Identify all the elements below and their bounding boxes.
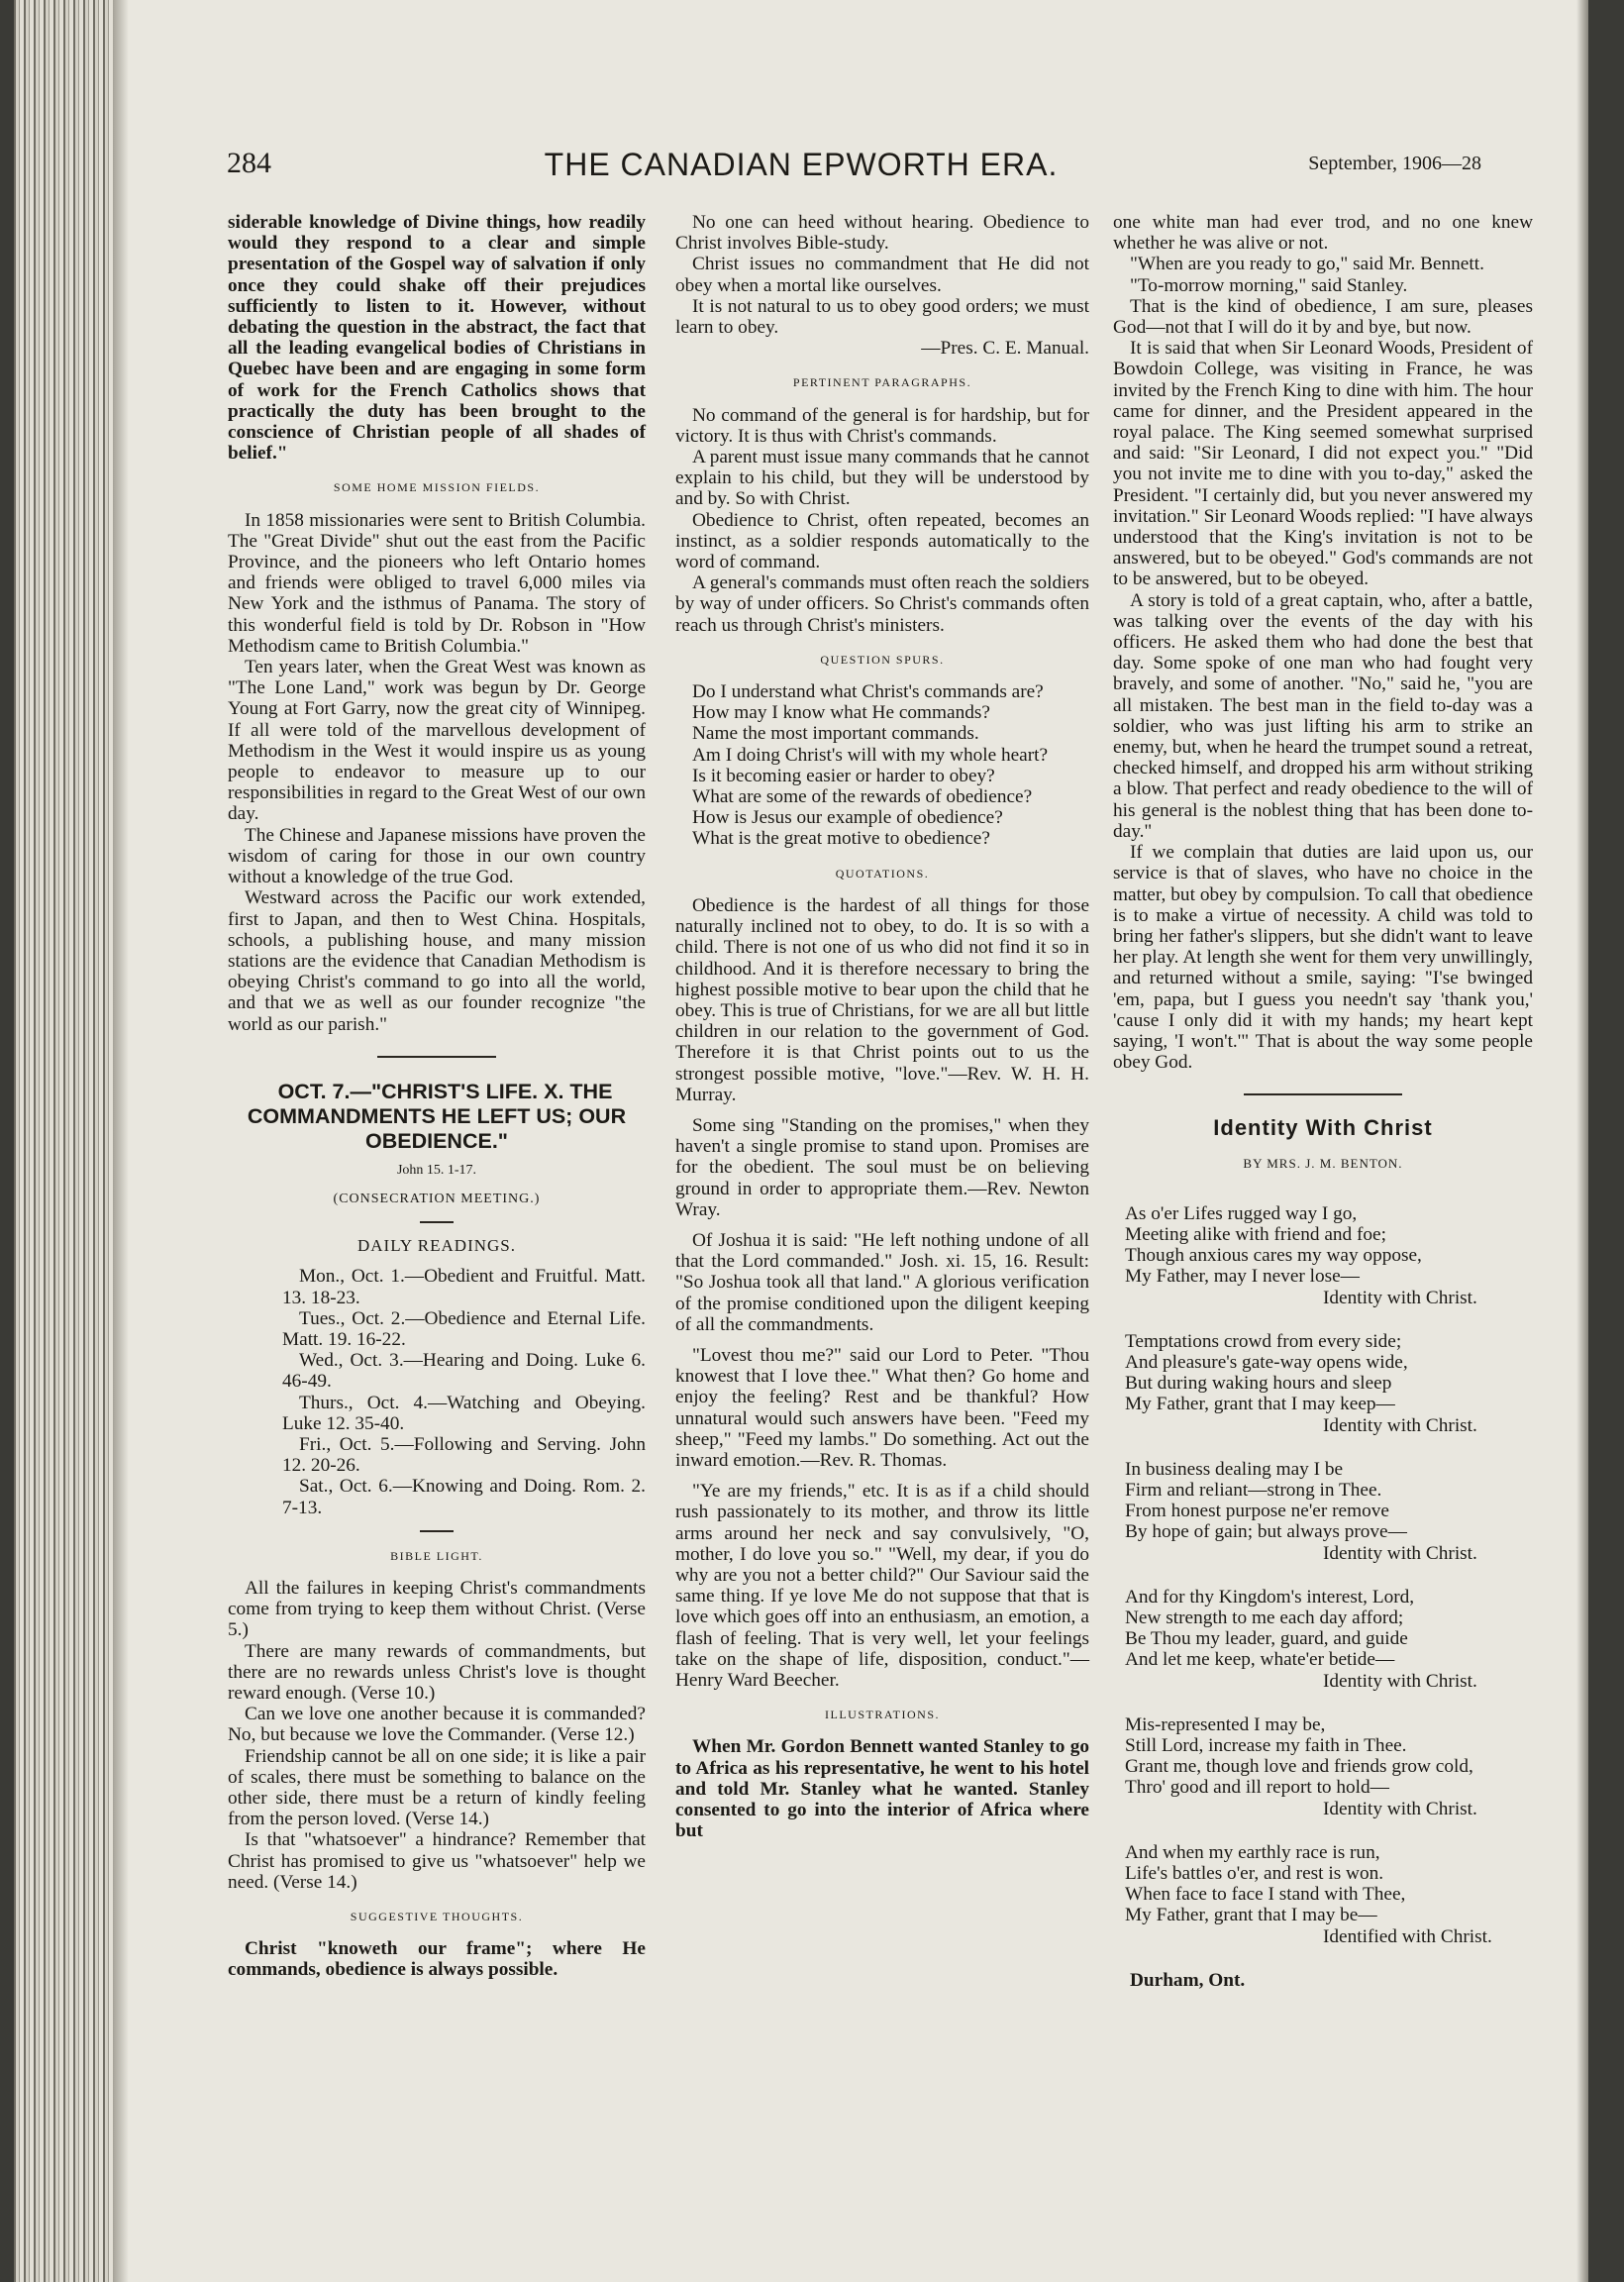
paragraph: If we complain that duties are laid upon us, our service is that of slaves, who have no choice in the matter, but obey by compulsion. To call that obedience is to make a virtue of necessity. A child was told to bring her father's slippers, but she didn't want to leave her play. At length she went for them very unwillingly, and returned without a smile, saying: "I'se bwinged 'em, papa, but I guess you needn't say 'thank you,' 'cause I only did it with my hands; my heart kept saying, 'I won't.'" That is about the way some people obey God. xyxy=(1113,842,1533,1074)
paragraph: There are many rewards of commandments, but there are no rewards unless Christ's love is thought reward enough. (Verse 10.) xyxy=(228,1640,646,1704)
paragraph: All the failures in keeping Christ's commandments come from trying to keep them without Christ. (Verse 5.) xyxy=(228,1577,646,1641)
paragraph: When Mr. Gordon Bennett wanted Stanley to go to Africa as his representative, he went to his hotel and told Mr. Stanley what he wanted. Stanley consented to go into the interior of Africa where but xyxy=(675,1736,1089,1842)
paragraph: Obedience to Christ, often repeated, becomes an instinct, as a soldier responds automatically to the word of command. xyxy=(675,509,1089,573)
paragraph: In 1858 missionaries were sent to British Columbia. The "Great Divide" shut out the east from the Pacific Province, and the pioneers who left Ontario homes and friends were obliged to travel 6,000 miles via New York and the isthmus of Panama. The story of this wonderful field is told by Dr. Robson in "How Methodism came to British Columbia." xyxy=(228,509,646,657)
poem-refrain: Identity with Christ. xyxy=(1323,1798,1477,1819)
poem-refrain: Identity with Christ. xyxy=(1323,1414,1477,1436)
poem-stanza xyxy=(1125,1459,1533,1564)
poem-title: Identity With Christ xyxy=(1213,1115,1433,1141)
paragraph: "Ye are my friends," etc. It is as if a child should rush passionately to its mother, and throw its little arms around her neck and say convulsively, "O, mother, I do love you so." "Well, my dear, if you do why are you not a better child?" Our Saviour said the same thing. If ye love Me do not suppose that that is love which goes off into an enthusiasm, an emotion, a flash of feeling. That is very well, let your feelings take on the shape of life, disposition, conduct."—Henry Ward Beecher. xyxy=(675,1481,1089,1691)
poem-line: By hope of gain; but always prove— xyxy=(1125,1521,1407,1543)
paragraph: No one can heed without hearing. Obedience to Christ involves Bible-study. xyxy=(675,212,1089,255)
divider xyxy=(420,1530,454,1532)
poem-line: My Father, may I never lose— xyxy=(1125,1266,1360,1288)
gutter-shadow xyxy=(113,0,129,2282)
section-heading: SOME HOME MISSION FIELDS. xyxy=(333,480,541,495)
lesson-title: OCT. 7.—"CHRIST'S LIFE. X. THE COMMANDMENTS HE LEFT US; OUR OBEDIENCE." xyxy=(247,1079,627,1153)
poem-line: And pleasure's gate-way opens wide, xyxy=(1125,1351,1408,1373)
poem-line: As o'er Lifes rugged way I go, xyxy=(1125,1202,1358,1224)
paragraph: Westward across the Pacific our work extended, first to Japan, and then to West China. Hospitals, schools, a publishing house, and many mission stations are the evidence that Canadian Methodism is obeying Christ's command to go into all the world, and that we as well as our founder recognize "the world as our parish." xyxy=(228,887,646,1035)
paragraph: Friendship cannot be all on one side; it is like a pair of scales, there must be something to balance on the other side, there must be a return of kindly feeling from the person loved. (Verse 14.) xyxy=(228,1745,646,1830)
paragraph: The Chinese and Japanese missions have proven the wisdom of caring for those in our own country without a knowledge of the true God. xyxy=(228,824,646,888)
issue-date: September, 1906—28 xyxy=(1308,153,1481,174)
poem-line: Mis-represented I may be, xyxy=(1125,1713,1326,1735)
paragraph: Is that "whatsoever" a hindrance? Remember that Christ has promised to give us "whatsoever" help we need. (Verse 14.) xyxy=(228,1829,646,1893)
column-middle xyxy=(675,212,1089,1841)
paragraph: "When are you ready to go," said Mr. Bennett. xyxy=(1130,254,1484,275)
column-right xyxy=(1113,212,1533,1991)
divider xyxy=(420,1221,454,1223)
poem-line: Temptations crowd from every side; xyxy=(1125,1330,1402,1352)
book-spine xyxy=(14,0,113,2282)
poem-line: New strength to me each day afford; xyxy=(1125,1607,1404,1628)
poem-refrain: Identity with Christ. xyxy=(1323,1542,1477,1564)
poem-refrain: Identity with Christ. xyxy=(1323,1287,1477,1308)
paragraph: "Lovest thou me?" said our Lord to Peter. "Thou knowest that I love thee." What then? Go home and enjoy the feeling? Rest and be thankful? How unnatural would such answers have been. "Feed my sheep," "Feed my lambs." Do something. Act out the inward emotion.—Rev. R. Thomas. xyxy=(675,1344,1089,1471)
reading-item: Wed., Oct. 3.—Hearing and Doing. Luke 6. 46-49. xyxy=(282,1350,646,1393)
poem-line: Grant me, though love and friends grow cold, xyxy=(1125,1756,1473,1778)
journal-title: THE CANADIAN EPWORTH ERA. xyxy=(544,147,1059,182)
poem-line: And when my earthly race is run, xyxy=(1125,1841,1380,1863)
question-item: Name the most important commands. xyxy=(692,723,979,745)
poem-line: When face to face I stand with Thee, xyxy=(1125,1884,1406,1906)
paragraph: Some sing "Standing on the promises," when they haven't a single promise to stand upon. Promises are for the obedient. The soul must be on believing ground in order to appropriate them.—Rev. Newton Wray. xyxy=(675,1114,1089,1220)
paragraph: Christ "knoweth our frame"; where He commands, obedience is always possible. xyxy=(228,1938,646,1981)
paragraph: It is not natural to us to obey good orders; we must learn to obey. xyxy=(675,295,1089,339)
meeting-label: (CONSECRATION MEETING.) xyxy=(333,1191,541,1206)
page-number: 284 xyxy=(227,147,271,179)
poem-line: But during waking hours and sleep xyxy=(1125,1373,1392,1395)
reading-item: Tues., Oct. 2.—Obedience and Eternal Life. Matt. 19. 16-22. xyxy=(282,1307,646,1350)
poem-refrain: Identity with Christ. xyxy=(1323,1670,1477,1692)
poem-signoff: Durham, Ont. xyxy=(1130,1969,1246,1991)
paragraph: Obedience is the hardest of all things for those naturally inclined not to obey, to do. It is so with a child. There is not one of us who did not find it so in childhood. And it is therefore necessary to bring the highest possible motive to bear upon the child that he obey. This is true of Christians, for we are all but little children in our relation to the government of God. Therefore it is that Christ points out to us the strongest possible motive, "love."—Rev. W. H. H. Murray. xyxy=(675,894,1089,1105)
paragraph: Of Joshua it is said: "He left nothing undone of all that the Lord commanded." Josh. xi. 15, 16. Result: "So Joshua took all that land." A glorious verification of the promise conditioned upon the diligent keeping of all the commandments. xyxy=(675,1229,1089,1335)
reading-item: Thurs., Oct. 4.—Watching and Obeying. Luke 12. 35-40. xyxy=(282,1392,646,1434)
section-heading: BIBLE LIGHT. xyxy=(390,1548,483,1563)
scanned-page xyxy=(14,0,1588,2282)
question-item: Am I doing Christ's will with my whole heart? xyxy=(692,744,1049,766)
reading-item: Fri., Oct. 5.—Following and Serving. John 12. 20-26. xyxy=(282,1433,646,1477)
paragraph: A general's commands must often reach the soldiers by way of under officers. So Christ's commands often reach us through Christ's ministers. xyxy=(675,572,1089,636)
paragraph: A story is told of a great captain, who, after a battle, was talking over the events of the day with his officers. He asked them who had done the best that day. Some spoke of one man who had fought very bravely, and some of another. "No," said he, "you are all mistaken. The best man in the field to-day was a soldier, who was just lifting his arm to strike an enemy, but, when he heard the trumpet sound a retreat, checked himself, and dropped his arm without striking a blow. That perfect and ready obedience to the will of his general is the noblest thing that has been done to-day." xyxy=(1113,589,1533,842)
column-left xyxy=(228,212,646,1981)
poem-line: Life's battles o'er, and rest is won. xyxy=(1125,1863,1384,1885)
poem-stanza xyxy=(1125,1203,1533,1308)
question-item: Do I understand what Christ's commands are? xyxy=(692,681,1044,703)
poem-line: Thro' good and ill report to hold— xyxy=(1125,1777,1389,1799)
paragraph: one white man had ever trod, and no one knew whether he was alive or not. xyxy=(1113,212,1533,255)
paragraph: No command of the general is for hardship, but for victory. It is thus with Christ's commands. xyxy=(675,404,1089,447)
reading-item: Sat., Oct. 6.—Knowing and Doing. Rom. 2. 7-13. xyxy=(282,1476,646,1518)
reading-item: Mon., Oct. 1.—Obedient and Fruitful. Matt. 13. 18-23. xyxy=(282,1266,646,1308)
page-edge-shadow xyxy=(1576,0,1588,2282)
poem-line: And let me keep, whate'er betide— xyxy=(1125,1649,1395,1671)
paragraph: siderable knowledge of Divine things, how readily would they respond to a clear and simple presentation of the Gospel way of salvation if only once they could shake off their prejudices sufficiently to listen to it. However, without debating the question in the abstract, the fact that all the leading evangelical bodies of Christians in Quebec have been and are engaging in some form of work for the French Catholics shows that practically the duty has been brought to the conscience of Christian people of all shades of belief." xyxy=(228,212,646,465)
divider xyxy=(377,1056,496,1058)
poem-line: Still Lord, increase my faith in Thee. xyxy=(1125,1735,1407,1756)
poem-refrain: Identified with Christ. xyxy=(1323,1925,1492,1947)
poem-stanza xyxy=(1125,1842,1533,1947)
paragraph: A parent must issue many commands that he cannot explain to his child, but they will be understood by and by. So with Christ. xyxy=(675,447,1089,510)
section-heading: DAILY READINGS. xyxy=(357,1236,516,1256)
divider xyxy=(1244,1093,1402,1095)
scripture-reference: John 15. 1-17. xyxy=(396,1162,477,1178)
poem-line: My Father, grant that I may be— xyxy=(1125,1905,1377,1926)
question-item: What are some of the rewards of obedience? xyxy=(692,786,1033,808)
paragraph: "To-morrow morning," said Stanley. xyxy=(1130,274,1408,296)
paragraph: Christ issues no commandment that He did not obey when a mortal like ourselves. xyxy=(675,254,1089,296)
question-item: Is it becoming easier or harder to obey? xyxy=(692,765,995,786)
poem-line: And for thy Kingdom's interest, Lord, xyxy=(1125,1586,1415,1608)
poem-line: In business dealing may I be xyxy=(1125,1458,1344,1480)
poem-line: From honest purpose ne'er remove xyxy=(1125,1501,1389,1522)
section-heading: QUESTION SPURS. xyxy=(820,652,945,667)
section-heading: ILLUSTRATIONS. xyxy=(825,1708,940,1722)
poem-line: Be Thou my leader, guard, and guide xyxy=(1125,1628,1408,1650)
question-item: What is the great motive to obedience? xyxy=(692,828,990,850)
paragraph: That is the kind of obedience, I am sure, pleases God—not that I will do it by and bye, but now. xyxy=(1113,295,1533,339)
question-item: How may I know what He commands? xyxy=(692,702,990,724)
section-heading: PERTINENT PARAGRAPHS. xyxy=(792,375,972,390)
poem-stanza xyxy=(1125,1714,1533,1819)
poem-line: Though anxious cares my way oppose, xyxy=(1125,1245,1422,1267)
section-heading: QUOTATIONS. xyxy=(835,866,930,881)
poem-stanza xyxy=(1125,1587,1533,1692)
poem-line: Meeting alike with friend and foe; xyxy=(1125,1223,1386,1245)
question-item: How is Jesus our example of obedience? xyxy=(692,807,1003,829)
poem-byline: BY MRS. J. M. BENTON. xyxy=(1243,1155,1403,1171)
poem-stanza xyxy=(1125,1331,1533,1436)
paragraph: It is said that when Sir Leonard Woods, President of Bowdoin College, was visiting in France, he was invited by the French King to dine with him. The hour came for dinner, and the President appeared in the royal palace. The King seemed somewhat surprised and said: "Sir Leonard, I did not expect you." "Did you not invite me to dine with you to-day," asked the President. "I certainly did, but you never answered my invitation." Sir Leonard Woods replied: "I have always understood that the King's invitation is not to be answered, but to be obeyed." God's commands are not to be answered, but to be obeyed. xyxy=(1113,338,1533,590)
attribution: —Pres. C. E. Manual. xyxy=(921,338,1089,360)
section-heading: SUGGESTIVE THOUGHTS. xyxy=(350,1910,524,1924)
paragraph: Ten years later, when the Great West was known as "The Lone Land," work was begun by Dr. George Young at Fort Garry, now the great city of Winnipeg. If all were told of the marvellous development of Methodism in the West it would inspire us as young people to endeavor to measure up to our responsibilities in regard to the Great West of our own day. xyxy=(228,657,646,825)
poem-line: My Father, grant that I may keep— xyxy=(1125,1394,1395,1415)
poem-line: Firm and reliant—strong in Thee. xyxy=(1125,1479,1382,1501)
paragraph: Can we love one another because it is commanded? No, but because we love the Commander. (Verse 12.) xyxy=(228,1704,646,1746)
